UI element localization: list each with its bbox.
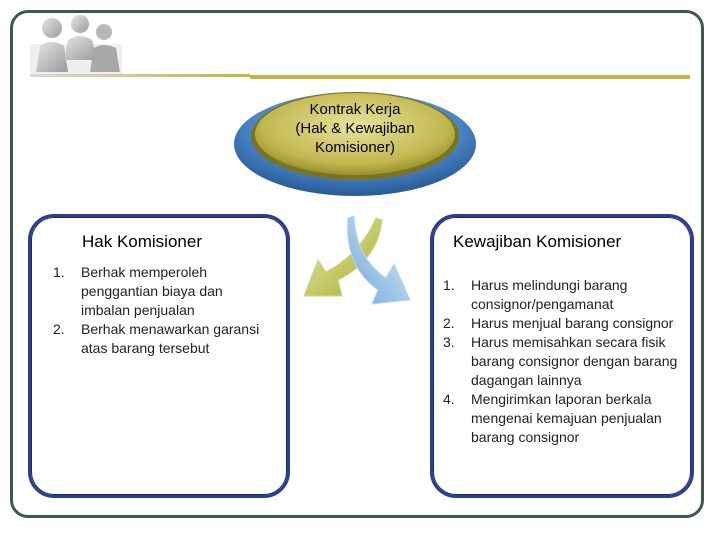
header-rule	[250, 75, 690, 79]
list-item	[53, 263, 275, 320]
list-item	[443, 333, 705, 390]
split-arrows	[298, 214, 426, 324]
list-item	[443, 390, 705, 447]
item-number: 3.	[443, 334, 455, 350]
item-text: Harus menjual barang consignor	[471, 315, 674, 331]
center-line-2: (Hak & Kewajiban	[295, 120, 415, 137]
obligations-title: Kewajiban Komisioner	[453, 232, 622, 251]
item-text: Mengirimkan laporan berkala mengenai kemajuan penjualan barang consignor	[471, 391, 662, 445]
obligations-list	[443, 276, 705, 447]
list-item	[53, 320, 275, 358]
item-number: 1.	[53, 264, 65, 280]
item-number: 2.	[443, 315, 455, 331]
item-text: Harus melindungi barang consignor/pengamanat	[471, 277, 628, 312]
item-text: Berhak memperoleh penggantian biaya dan imbalan penjualan	[81, 264, 223, 318]
rights-title: Hak Komisioner	[82, 232, 202, 251]
center-line-1: Kontrak Kerja	[309, 101, 401, 118]
item-number: 1.	[443, 277, 455, 293]
item-text: Berhak menawarkan garansi atas barang tersebut	[81, 321, 260, 356]
list-item	[443, 314, 705, 333]
item-text: Harus memisahkan secara fisik barang consignor dengan barang dagangan lainnya	[471, 334, 678, 388]
center-line-3: Komisioner)	[314, 139, 396, 156]
rights-list	[53, 263, 275, 358]
people-silhouette-icon	[28, 14, 124, 76]
item-number: 2.	[53, 321, 65, 337]
item-number: 4.	[443, 391, 455, 407]
center-label	[270, 100, 440, 157]
list-item	[443, 276, 705, 314]
